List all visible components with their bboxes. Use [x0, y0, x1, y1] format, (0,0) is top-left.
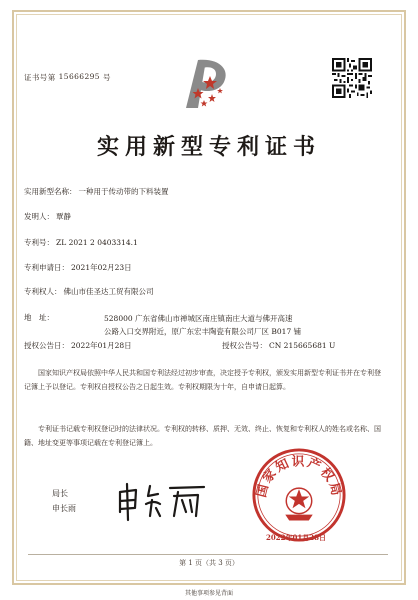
- body-paragraph-2: 专利证书记载专利权登记时的法律状况。专利权的转移、质押、无效、终止、恢复和专利权人的姓名或名称、国籍、地址变更等事项记载在专利登记簿上。: [24, 425, 381, 447]
- grant-number-value: CN 215665681 U: [269, 341, 336, 350]
- patentee-value: 佛山市佳圣达工贸有限公司: [63, 287, 154, 296]
- inventor-value: 覃静: [56, 212, 71, 221]
- grant-date-field: [24, 340, 132, 351]
- address-line-2: 公路入口交界附近，原广东宏丰陶瓷有限公司厂区 B017 铺: [104, 327, 302, 336]
- patent-office-logo-icon: [176, 50, 236, 112]
- certificate-number: [24, 72, 111, 83]
- certificate-number-label: 证书号第: [24, 73, 56, 82]
- bottom-note: 其他事项参见背面: [184, 590, 233, 597]
- patentee-label: 专利权人：: [24, 287, 62, 296]
- inventor-label: 发明人：: [24, 212, 54, 221]
- footer-divider: [28, 554, 388, 555]
- filing-date-value: 2021年02月23日: [71, 263, 132, 272]
- grant-date-label: 授权公告日：: [24, 341, 69, 350]
- inventor-field: [24, 211, 71, 222]
- grant-number-field: [222, 340, 335, 351]
- official-seal-icon: [250, 446, 348, 544]
- certificate-number-value: 15666295: [58, 72, 100, 81]
- qr-code-icon: [332, 58, 372, 98]
- seal-date: 2022年01月28日: [266, 533, 326, 542]
- page-indicator: 第 1 页（共 3 页）: [179, 559, 239, 567]
- utility-model-name-field: [24, 186, 169, 197]
- patent-number-value: ZL 2021 2 0403314.1: [56, 238, 138, 247]
- grant-number-label: 授权公告号：: [222, 341, 267, 350]
- utility-model-name-value: 一种用于传动带的下料装置: [78, 187, 169, 196]
- patent-number-label: 专利号：: [24, 238, 54, 247]
- certificate-number-suffix: 号: [102, 73, 111, 82]
- address-line-1: 528000 广东省佛山市禅城区南庄镇南庄大道与佛开高速: [104, 314, 293, 323]
- signatory-block: [52, 486, 76, 516]
- signatory-name: 申长雨: [52, 504, 76, 513]
- utility-model-name-label: 实用新型名称：: [24, 187, 77, 196]
- handwritten-signature-icon: [112, 478, 212, 522]
- address-field: [24, 312, 302, 336]
- signatory-title: 局长: [52, 489, 68, 498]
- patentee-field: [24, 286, 154, 297]
- address-label: 地 址：: [24, 313, 54, 322]
- body-paragraph-1: 国家知识产权局依照中华人民共和国专利法经过初步审查，决定授予专利权，颁发实用新型专利证书并在专利登记簿上予以登记。专利权自授权公告之日起生效。专利权期限为十年，自申请日起算。: [24, 369, 381, 391]
- seal-text: 国家知识产权局: [254, 454, 344, 499]
- filing-date-label: 专利申请日：: [24, 263, 69, 272]
- certificate-title: 实用新型专利证书: [96, 134, 321, 160]
- filing-date-field: [24, 262, 132, 273]
- grant-date-value: 2022年01月28日: [71, 341, 132, 350]
- patent-number-field: [24, 237, 138, 248]
